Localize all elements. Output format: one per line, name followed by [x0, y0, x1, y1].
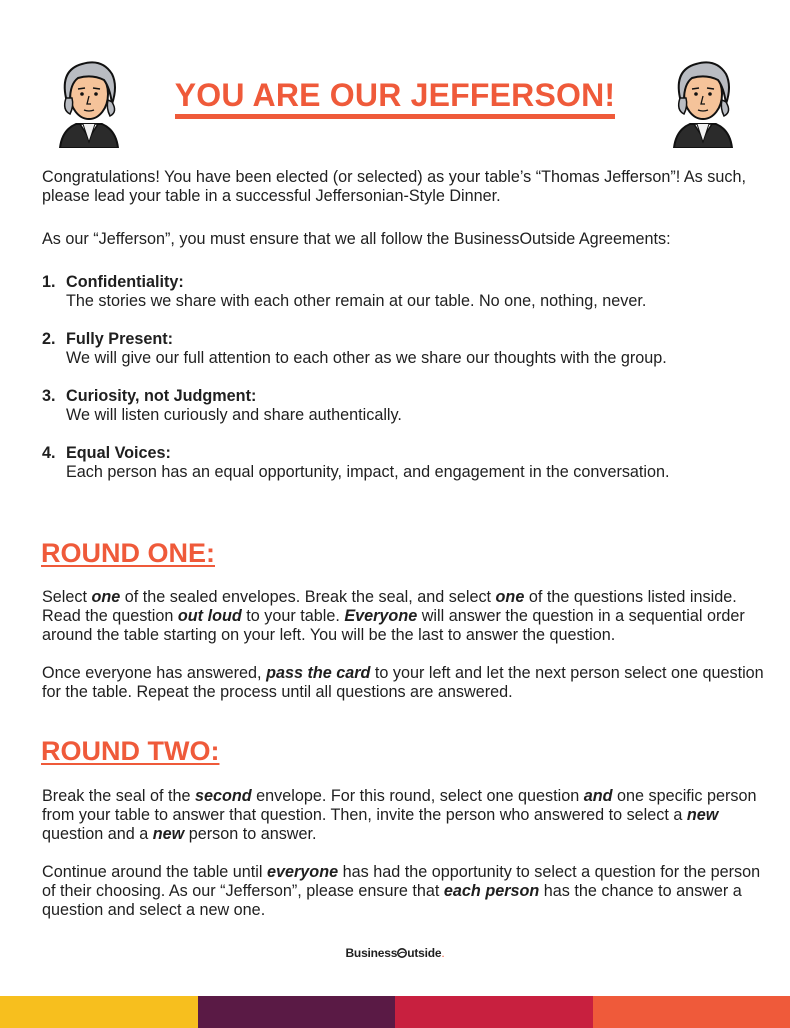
text-run: Once everyone has answered, — [42, 664, 267, 682]
agreement-text: Each person has an equal opportunity, impact, and engagement in the conversation. — [66, 463, 670, 481]
globe-o-icon — [397, 948, 407, 958]
agreement-title: Equal Voices: — [66, 444, 171, 462]
list-number: 4. — [42, 444, 56, 462]
agreement-title: Confidentiality: — [66, 273, 184, 291]
emphasis-text: Everyone — [344, 607, 418, 625]
agreements-intro: As our “Jefferson”, you must ensure that we all follow the BusinessOutside Agreements: — [42, 230, 671, 248]
agreement-title: Fully Present: — [66, 330, 174, 348]
business-outside-logo — [0, 946, 790, 960]
round-one-body — [42, 588, 764, 721]
emphasis-text: one — [91, 588, 121, 606]
footer-segment — [0, 996, 198, 1028]
text-run: Select — [42, 588, 92, 606]
text-run: to your left and let the next person select one question for the table. Repeat the process until all questions are answered. — [42, 664, 764, 701]
list-item — [42, 273, 764, 311]
footer-segment — [593, 996, 790, 1028]
round-two-body — [42, 787, 764, 939]
round-two-paragraph-1 — [42, 787, 764, 844]
intro-paragraph: Congratulations! You have been elected (or selected) as your table’s “Thomas Jefferson”! As such, please lead your table in a successful Jeffersonian-Style Dinner. — [42, 168, 746, 205]
footer-segment — [198, 996, 396, 1028]
footer-segment — [395, 996, 593, 1028]
list-number: 1. — [42, 273, 56, 291]
text-run: envelope. For this round, select one question — [251, 787, 584, 805]
intro-section — [42, 168, 764, 501]
text-run: of the sealed envelopes. Break the seal, and select — [120, 588, 496, 606]
footer-color-bar — [0, 996, 790, 1028]
list-number: 3. — [42, 387, 56, 405]
text-run: one specific person from your table to answer that question. Then, invite the person who answered to select a — [42, 787, 757, 824]
emphasis-text: pass the card — [266, 664, 371, 682]
agreement-text: We will give our full attention to each other as we share our thoughts with the group. — [66, 349, 667, 367]
page-title: YOU ARE OUR JEFFERSON! — [175, 76, 616, 119]
text-run: has the chance to answer a question and select a new one. — [42, 882, 742, 919]
emphasis-text: and — [583, 787, 613, 805]
logo-dot: . — [441, 946, 445, 960]
logo-text: utside — [407, 946, 442, 960]
text-run: question and a — [42, 825, 153, 843]
emphasis-text: second — [194, 787, 252, 805]
round-one-paragraph-1 — [42, 588, 764, 645]
text-run: Break the seal of the — [42, 787, 195, 805]
round-one-heading: ROUND ONE: — [41, 538, 215, 568]
text-run: of the questions listed inside. Read the question — [42, 588, 737, 625]
agreements-list — [42, 273, 764, 482]
emphasis-text: everyone — [267, 863, 339, 881]
text-run: has had the opportunity to select a question for the person of their choosing. As our “Jefferson”, please ensure that — [42, 863, 761, 900]
round-two-paragraph-2 — [42, 863, 764, 920]
text-run: person to answer. — [184, 825, 317, 843]
list-item — [42, 387, 764, 425]
text-run: Continue around the table until — [42, 863, 267, 881]
round-one-paragraph-2 — [42, 664, 764, 702]
emphasis-text: out loud — [177, 607, 242, 625]
emphasis-text: new — [152, 825, 185, 843]
logo-text: Business — [345, 946, 398, 960]
agreement-title: Curiosity, not Judgment: — [66, 387, 257, 405]
text-run: will answer the question in a sequential order around the table starting on your left. You will be the last to answer the question. — [42, 607, 745, 644]
agreement-text: The stories we share with each other remain at our table. No one, nothing, never. — [66, 292, 647, 310]
text-run: to your table. — [241, 607, 345, 625]
agreement-text: We will listen curiously and share authentically. — [66, 406, 402, 424]
list-item — [42, 330, 764, 368]
round-two-heading: ROUND TWO: — [41, 736, 220, 766]
emphasis-text: each person — [443, 882, 540, 900]
emphasis-text: one — [495, 588, 525, 606]
list-item — [42, 444, 764, 482]
list-number: 2. — [42, 330, 56, 348]
page-title-container — [0, 76, 790, 119]
emphasis-text: new — [686, 806, 719, 824]
